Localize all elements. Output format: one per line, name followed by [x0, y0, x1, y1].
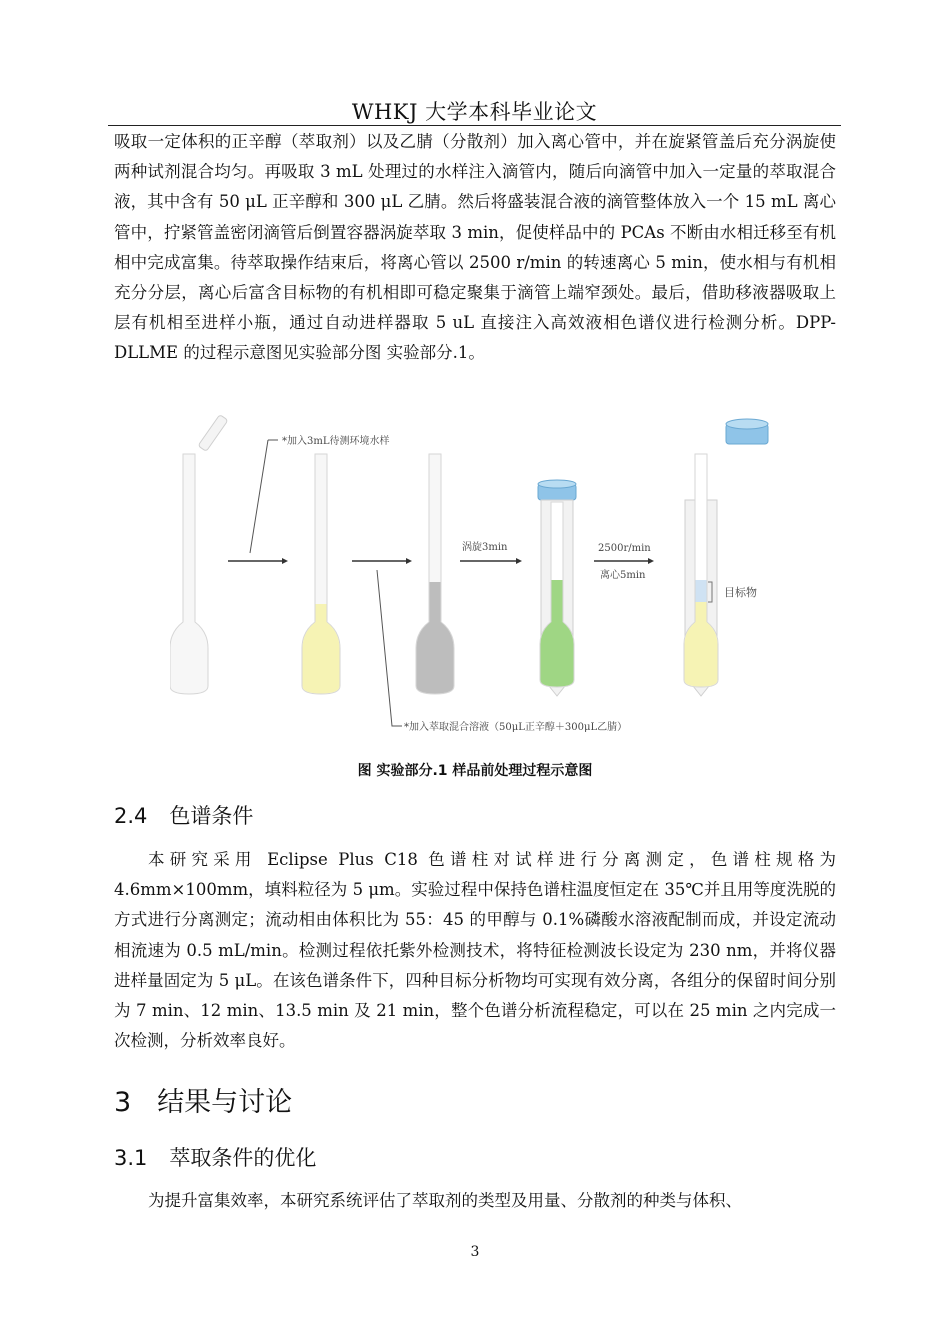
dropper-empty: [170, 454, 208, 694]
label-centrifuge: 离心5min: [600, 570, 646, 581]
section-number: 2.4: [114, 804, 148, 828]
label-add-water: *加入3mL待测环境水样: [282, 436, 390, 447]
label-add-mix: *加入萃取混合溶液（50μL正辛醇＋300μL乙腈）: [404, 722, 628, 733]
label-vortex: 涡旋3min: [462, 542, 508, 553]
section-heading-3-1: [114, 1142, 316, 1172]
section-title: 萃取条件的优化: [169, 1146, 317, 1170]
sample-pretreatment-figure: [170, 408, 790, 740]
section-heading-2-4: [114, 800, 253, 830]
section-number: 3.1: [114, 1146, 148, 1170]
chapter-title: 结果与讨论: [157, 1087, 293, 1118]
target-layer: [696, 580, 707, 602]
chapter-heading-3: [114, 1080, 292, 1119]
centrifuge-tube-separated: [684, 419, 768, 696]
page-number: 3: [470, 1244, 480, 1260]
dropper-yellow: [302, 454, 340, 694]
paragraph-text: 吸取一定体积的正辛醇（萃取剂）以及乙腈（分散剂）加入离心管中，并在旋紧管盖后充分涡旋使两种试剂混合均匀。再吸取 3 mL 处理过的水样注入滴管内，随后向滴管中加入一定量的萃取混合液，其中含有 50 μL 正辛醇和 300 μL 乙腈。然后将盛装混合液的滴管整体放入一个 15 mL 离心管中，拧紧管盖密闭滴管后倒置容器涡旋萃取 3 min，促使样品中的 PCAs 不断由水相迁移至有机相中完成富集。待萃取操作结束后，将离心管以 2500 r/min 的转速离心 5 min，使水相与有机相充分分层，离心后富含目标物的有机相即可稳定聚集于滴管上端窄颈处。最后，借助移液器吸取上层有机相至进样小瓶，通过自动进样器取 5 uL 直接注入高效液相色谱仪进行检测分析。DPP-DLLME 的过程示意图见实验部分图 实验部分.1。: [114, 132, 836, 363]
section-title: 色谱条件: [169, 804, 254, 828]
chapter-number: 3: [114, 1087, 132, 1118]
page-header: WHKJ 大学本科毕业论文: [351, 100, 598, 124]
paragraph-text: 为提升富集效率，本研究系统评估了萃取剂的类型及用量、分散剂的种类与体积、: [148, 1191, 742, 1210]
pipette-tip-icon: [198, 415, 228, 452]
leader-add-mix: [377, 570, 402, 726]
header-rule: [108, 125, 841, 126]
leader-add-water: [250, 440, 268, 553]
paragraph-chromatography: [114, 845, 836, 1056]
figure-caption: 图 实验部分.1 样品前处理过程示意图: [357, 763, 593, 779]
paragraph-text: 本研究采用 Eclipse Plus C18 色谱柱对试样进行分离测定，色谱柱规格为 4.6mm×100mm，填料粒径为 5 μm。实验过程中保持色谱柱温度恒定在 35℃并且用等度洗脱的方式进行分离测定；流动相由体积比为 55：45 的甲醇与 0.1%磷酸水溶液配制而成，并设定流动相流速为 0.5 mL/min。检测过程依托紫外检测技术，将特征检测波长设定为 230 nm，并将仪器进样量固定为 5 μL。在该色谱条件下，四种目标分析物均可实现有效分离，各组分的保留时间分别为 7 min、12 min、13.5 min 及 21 min，整个色谱分析流程稳定，可以在 25 min 之内完成一次检测，分析效率良好。: [114, 850, 836, 1051]
paragraph-method: [114, 127, 836, 369]
label-speed: 2500r/min: [598, 543, 651, 554]
dropper-gray: [416, 454, 454, 694]
label-target: 目标物: [724, 586, 757, 599]
centrifuge-tube-green: [538, 480, 576, 696]
paragraph-optimization: [114, 1186, 836, 1216]
